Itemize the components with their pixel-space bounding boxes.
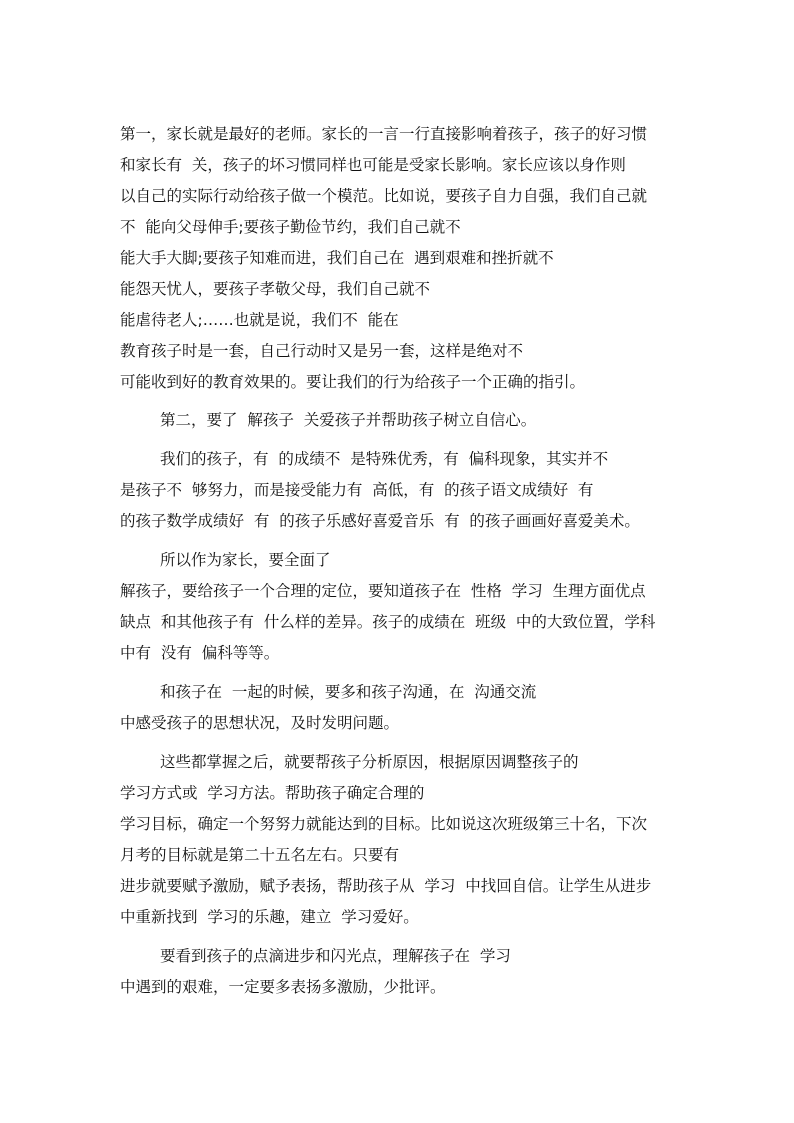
text-line: 解孩子，要给孩子一个合理的定位，要知道孩子在 性格 学习 生理方面优点 bbox=[120, 582, 646, 600]
text-line: 这些都掌握之后，就要帮孩子分析原因，根据原因调整孩子的 bbox=[160, 753, 579, 771]
text-line: 以自己的实际行动给孩子做一个模范。比如说，要孩子自力自强，我们自己就 bbox=[120, 187, 648, 205]
text-line: 我们的孩子，有 的成绩不 是特殊优秀，有 偏科现象，其实并不 bbox=[160, 450, 609, 468]
text-line: 第一，家长就是最好的老师。家长的一言一行直接影响着孩子，孩子的好习惯 bbox=[120, 125, 648, 143]
text-line: 中重新找到 学习的乐趣，建立 学习爱好。 bbox=[120, 908, 419, 926]
text-line: 学习目标，确定一个努努力就能达到的目标。比如说这次班级第三十名，下次 bbox=[120, 815, 648, 833]
text-line: 缺点 和其他孩子有 什么样的差异。孩子的成绩在 班级 中的大致位置，学科 bbox=[120, 613, 656, 631]
text-line: 中遇到的艰难，一定要多表扬多激励，少批评。 bbox=[120, 978, 446, 996]
text-line: 和家长有 关，孩子的坏习惯同样也可能是受家长影响。家长应该以身作则 bbox=[120, 156, 626, 174]
text-line: 教育孩子时是一套，自己行动时又是另一套，这样是绝对不 bbox=[120, 342, 524, 360]
text-line: 进步就要赋予激励，赋予表扬，帮助孩子从 学习 中找回自信。让学生从进步 bbox=[120, 877, 652, 895]
text-line: 可能收到好的教育效果的。要让我们的行为给孩子一个正确的指引。 bbox=[120, 373, 586, 391]
text-line: 学习方式或 学习方法。帮助孩子确定合理的 bbox=[120, 784, 425, 802]
text-line: 第二，要了 解孩子 关爱孩子并帮助孩子树立自信心。 bbox=[160, 411, 537, 429]
text-line: 能大手大脚;要孩子知难而进，我们自己在 遇到艰难和挫折就不 bbox=[120, 249, 554, 267]
text-line: 能怨天忧人，要孩子孝敬父母，我们自己就不 bbox=[120, 280, 431, 298]
text-line: 月考的目标就是第二十五名左右。只要有 bbox=[120, 846, 400, 864]
text-line: 和孩子在 一起的时候，要多和孩子沟通，在 沟通交流 bbox=[160, 683, 537, 701]
text-line: 是孩子不 够努力，而是接受能力有 高低，有 的孩子语文成绩好 有 bbox=[120, 481, 594, 499]
text-line: 中感受孩子的思想状况，及时发明问题。 bbox=[120, 714, 400, 732]
text-line: 所以作为家长，要全面了 bbox=[160, 551, 331, 569]
text-line: 不 能向父母伸手;要孩子勤俭节约，我们自己就不 bbox=[120, 218, 461, 236]
text-line: 的孩子数学成绩好 有 的孩子乐感好喜爱音乐 有 的孩子画画好喜爱美术。 bbox=[120, 512, 640, 530]
text-line: 能虐待老人;……也就是说，我们不 能在 bbox=[120, 311, 399, 329]
text-line: 要看到孩子的点滴进步和闪光点，理解孩子在 学习 bbox=[160, 947, 511, 965]
text-line: 中有 没有 偏科等等。 bbox=[120, 644, 280, 662]
